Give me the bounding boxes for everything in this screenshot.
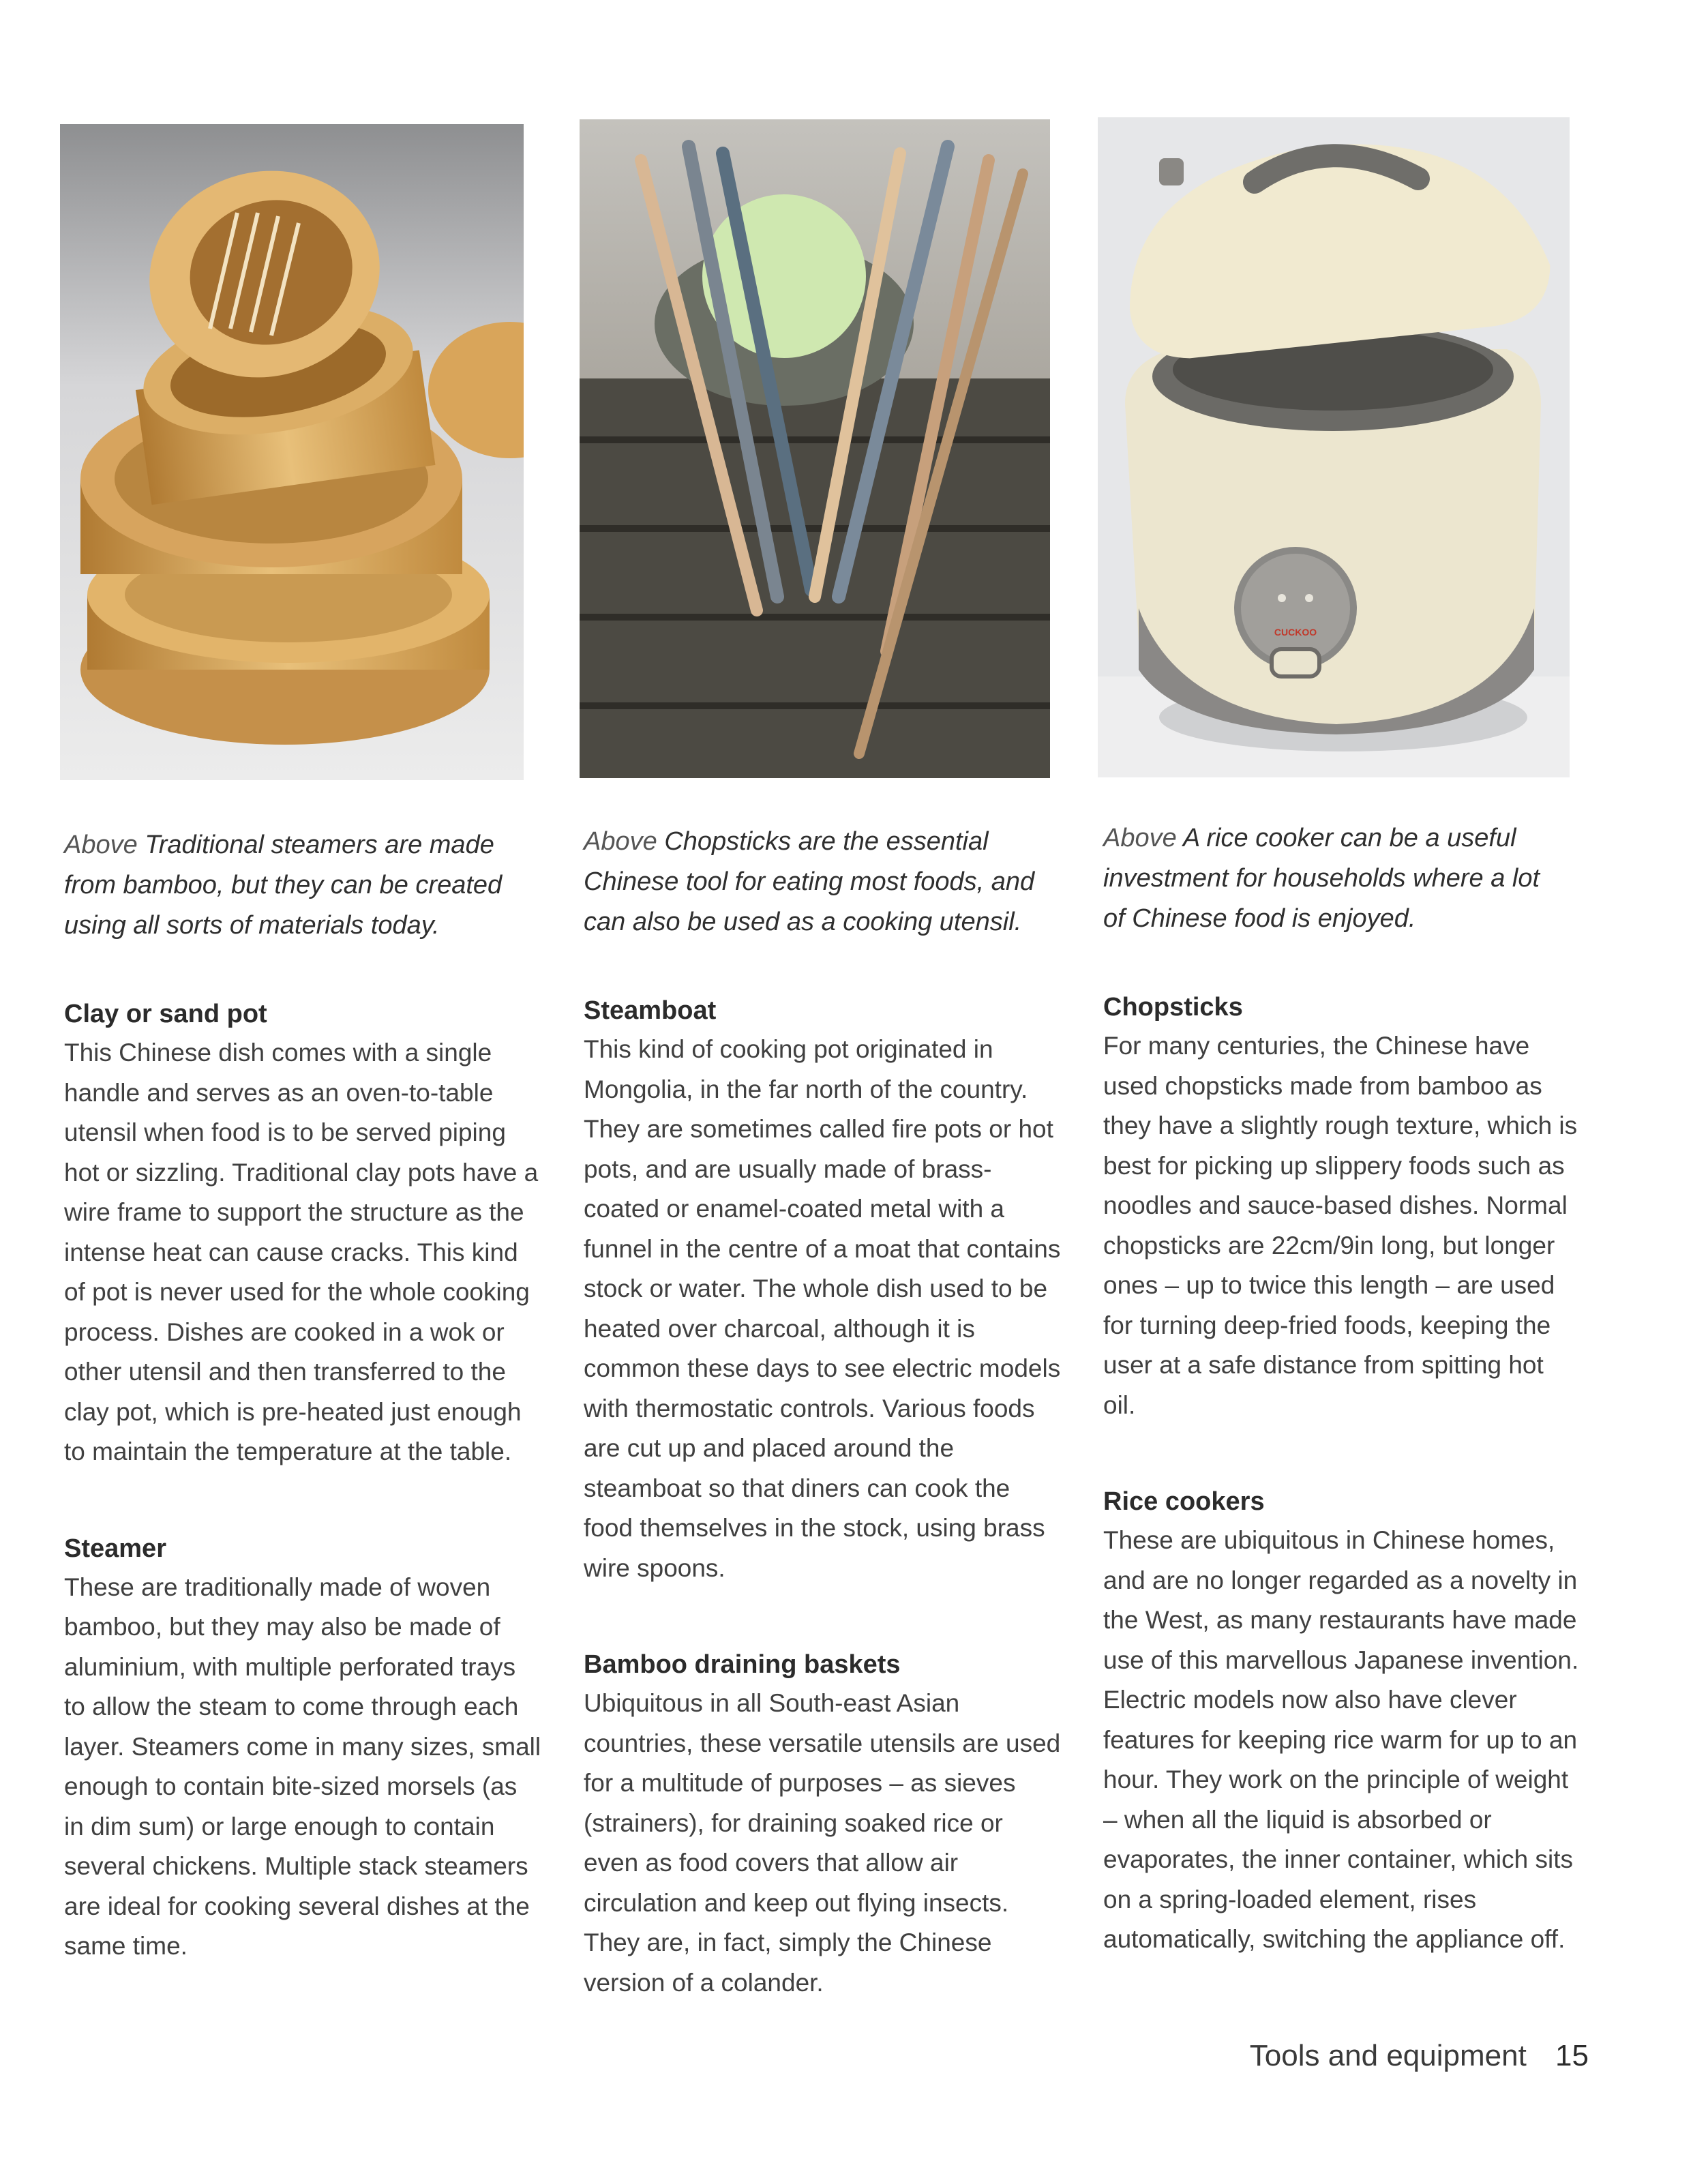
cooker-brand-label: CUCKOO: [1274, 627, 1317, 638]
section-title-bamboo-baskets: Bamboo draining baskets: [584, 1650, 901, 1679]
footer-section-title: Tools and equipment: [1249, 2039, 1527, 2072]
section-title-chopsticks: Chopsticks: [1103, 993, 1243, 1022]
chopsticks-illustration: [580, 119, 1050, 778]
section-body-rice-cookers: These are ubiquitous in Chinese homes, and are no longer regarded as a novelty in the West, as many restaurants have made use of this marvellous Japanese invention. Electric models now also have clever features for keeping rice warm for up to an hour. They work on the principle of weight – when all the liquid is absorbed or evaporates, the inner container, which sits on a spring-loaded element, rises automatically, switching the appliance off.: [1103, 1526, 1579, 1953]
caption-text: Traditional steamers are made from bamboo, but they can be created using all sorts of materials today.: [64, 831, 503, 940]
chopsticks-photo: [580, 119, 1050, 778]
column-right: [1103, 818, 1594, 2017]
section-title-rice-cookers: Rice cookers: [1103, 1487, 1265, 1516]
rice-cooker-illustration: [1098, 117, 1570, 777]
page-number: 15: [1555, 2039, 1589, 2072]
bamboo-steamer-photo: [60, 124, 524, 780]
page-footer: [1250, 2039, 1589, 2073]
rice-cooker-photo-caption: [1103, 818, 1567, 939]
section-body-steamer: These are traditionally made of woven bamboo, but they may also be made of aluminium, with multiple perforated trays to allow the steam to come through each layer. Steamers come in many sizes, small enough to contain bite-sized morsels (as in dim sum) or large enough to contain several chickens. Multiple stack steamers are ideal for cooking several dishes at the same time.: [64, 1573, 541, 1960]
column-left: [64, 825, 555, 2024]
section-title-steamboat: Steamboat: [584, 996, 717, 1025]
section-body-clay-pot: This Chinese dish comes with a single handle and serves as an oven-to-table utensil when food is to be served piping hot or sizzling. Traditional clay pots have a wire frame to support the structure as the intense heat can cause cracks. This kind of pot is never used for the whole cooking process. Dishes are cooked in a wok or other utensil and then transferred to the clay pot, which is pre-heated just enough to maintain the temperature at the table.: [64, 1039, 539, 1465]
caption-lead: Above: [1103, 824, 1177, 852]
section-body-chopsticks: For many centuries, the Chinese have used chopsticks made from bamboo as they have a slightly rough texture, which is best for picking up slippery foods such as noodles and sauce-based dishes. Normal chopsticks are 22cm/9in long, but longer ones – up to twice this length – are used for turning deep-fried foods, keeping the user at a safe distance from spitting hot oil.: [1103, 1032, 1578, 1419]
section-body-steamboat: This kind of cooking pot originated in Mongolia, in the far north of the country. They are sometimes called fire pots or hot pots, and are usually made of brass-coated or enamel-coated metal with a funnel in the centre of a moat that contains stock or water. The whole dish used to be heated over charcoal, although it is common these days to see electric models with thermostatic controls. Various foods are cut up and placed around the steamboat so that diners can cook the food themselves in the stock, using brass wire spoons.: [584, 1035, 1061, 1582]
bamboo-steamer-illustration: [60, 124, 524, 780]
caption-text: A rice cooker can be a useful investment for households where a lot of Chinese food is enjoyed.: [1103, 824, 1540, 933]
section-body-bamboo-baskets: Ubiquitous in all South-east Asian countries, these versatile utensils are used for a multitude of purposes – as sieves (strainers), for draining soaked rice or even as food covers that allow air circulation and keep out flying insects. They are, in fact, simply the Chinese version of a colander.: [584, 1689, 1061, 1997]
column-middle: [584, 822, 1075, 2060]
caption-lead: Above: [584, 827, 657, 856]
caption-text: Chopsticks are the essential Chinese tool for eating most foods, and can also be used as a cooking utensil.: [584, 827, 1035, 936]
steamer-photo-caption: [64, 825, 528, 946]
caption-lead: Above: [64, 831, 138, 859]
chopsticks-photo-caption: [584, 822, 1047, 942]
rice-cooker-photo: [1098, 117, 1570, 777]
section-title-steamer: Steamer: [64, 1534, 166, 1563]
section-title-clay-pot: Clay or sand pot: [64, 1000, 267, 1028]
